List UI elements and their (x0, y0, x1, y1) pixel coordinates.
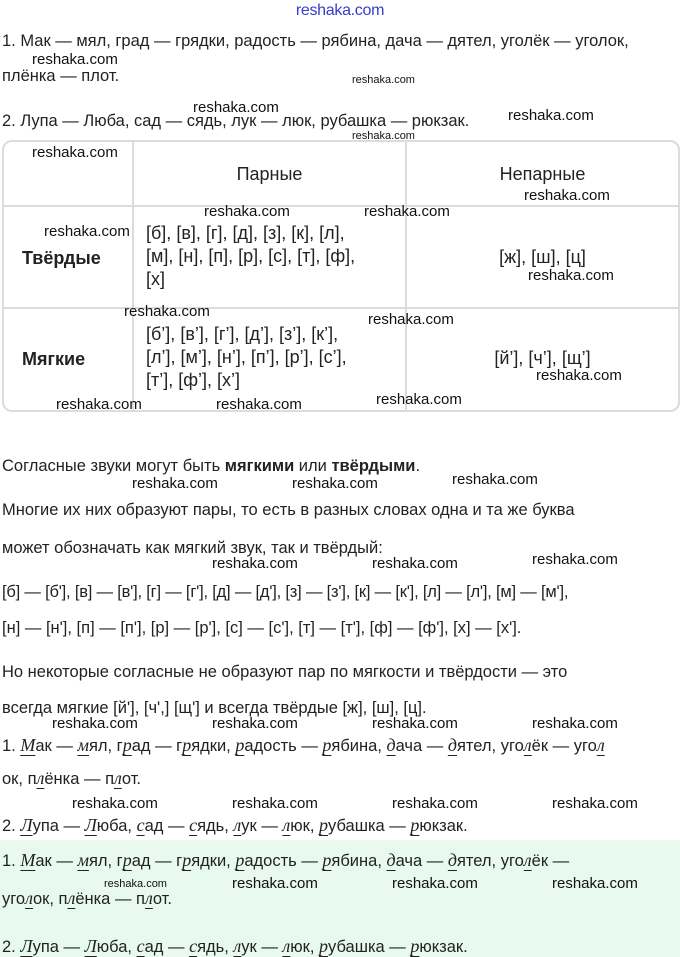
hard-paired-cell (146, 222, 355, 291)
text: ядки, (191, 737, 236, 755)
text: ёк — (531, 852, 570, 870)
header-paired: Парные (236, 164, 303, 184)
text: ядь, (197, 817, 234, 835)
site-link[interactable]: reshaka.com (295, 2, 385, 19)
watermark: reshaka.com (372, 715, 458, 732)
watermark: reshaka.com (124, 303, 210, 320)
text: ябина, (331, 852, 387, 870)
text: от. (121, 770, 142, 788)
marked-letter: д (447, 735, 457, 755)
theory-line: Но некоторые согласные не образуют пар по мягкости и твёрдости — это (2, 663, 568, 681)
watermark: reshaka.com (552, 875, 638, 892)
marked-letter: р (319, 936, 329, 956)
marked-letter: л (523, 735, 532, 755)
row-label-hard: Твёрдые (22, 248, 101, 268)
text: ад — (144, 938, 190, 956)
watermark: reshaka.com (32, 51, 118, 68)
watermark: reshaka.com (132, 475, 218, 492)
text: . (415, 457, 421, 475)
marked-letter: Л (20, 936, 33, 956)
text: уго (2, 890, 26, 908)
watermark: reshaka.com (508, 107, 594, 124)
watermark: reshaka.com (52, 715, 138, 732)
theory-line: [б] — [б'], [в] — [в'], [г] — [г'], [д] — [д'], [з] — [з'], [к] — [к'], [л] — [л'], [м] — [м'], (2, 583, 569, 601)
cell-line: [б], [в], [г], [д], [з], [к], [л], (146, 223, 345, 243)
watermark: reshaka.com (32, 144, 118, 161)
bold-text: твёрдыми (331, 457, 416, 475)
hard-unpaired-cell: [ж], [ш], [ц] (499, 247, 586, 267)
watermark: reshaka.com (536, 367, 622, 384)
marked-letter: р (182, 735, 192, 755)
marked-letter: д (386, 735, 396, 755)
watermark: reshaka.com (364, 203, 450, 220)
marked-letter: р (322, 735, 332, 755)
watermark: reshaka.com (372, 555, 458, 572)
marked-letter: Л (84, 815, 97, 835)
watermark: reshaka.com (72, 795, 158, 812)
marked-letter: л (596, 735, 605, 755)
marked-letter: д (447, 850, 457, 870)
text: ук — (241, 938, 283, 956)
green-line (2, 850, 569, 871)
text: ёнка — п (75, 890, 145, 908)
theory-line: может обозначать как мягкий звук, так и твёрдый: (2, 539, 383, 557)
text: ок, п (2, 770, 37, 788)
marked-letter: с (136, 815, 145, 835)
theory-line (2, 456, 420, 476)
watermark: reshaka.com (352, 74, 415, 86)
marked-letter: р (235, 850, 245, 870)
cell-line: [х] (146, 269, 166, 289)
marked-line (2, 768, 141, 789)
cell-line: [л’], [м’], [н’], [п’], [р’], [с’], (146, 347, 347, 367)
marked-letter: с (136, 936, 145, 956)
watermark: reshaka.com (232, 875, 318, 892)
watermark: reshaka.com (524, 187, 610, 204)
marked-letter: м (77, 850, 89, 870)
watermark: reshaka.com (352, 130, 415, 142)
cell-line: [т’], [ф’], [х’] (146, 370, 241, 390)
watermark: reshaka.com (528, 267, 614, 284)
marked-letter: л (114, 768, 122, 788)
text: ача — (395, 852, 448, 870)
text: ятел, уго (456, 852, 524, 870)
theory-line: [н] — [н'], [п] — [п'], [р] — [р'], [с] — [с'], [т] — [т'], [ф] — [ф'], [х] — [х']. (2, 619, 522, 637)
text: юк, (290, 817, 320, 835)
text: Согласные звуки могут быть (2, 457, 225, 475)
text: ача — (395, 737, 448, 755)
marked-letter: л (233, 815, 242, 835)
text: ак — (35, 737, 78, 755)
watermark: reshaka.com (44, 223, 130, 240)
text: ад — (144, 817, 190, 835)
marked-letter: Л (84, 936, 97, 956)
marked-letter: л (282, 936, 291, 956)
watermark: reshaka.com (104, 878, 167, 890)
marked-letter: р (182, 850, 192, 870)
text: 2. (2, 817, 21, 835)
text: юба, (96, 817, 137, 835)
text: ядки, (191, 852, 236, 870)
marked-letter: с (189, 815, 198, 835)
text: адость — (244, 737, 323, 755)
text: ядь, (197, 938, 234, 956)
marked-letter: с (189, 936, 198, 956)
watermark: reshaka.com (452, 471, 538, 488)
watermark: reshaka.com (212, 715, 298, 732)
marked-letter: р (319, 815, 329, 835)
marked-letter: л (282, 815, 291, 835)
text: ад — г (131, 737, 183, 755)
marked-letter: л (36, 768, 45, 788)
marked-letter: р (235, 735, 245, 755)
text: ял, г (88, 852, 123, 870)
marked-line (2, 815, 468, 836)
watermark: reshaka.com (292, 475, 378, 492)
text: 1. (2, 737, 21, 755)
text: ук — (241, 817, 283, 835)
text: ёк — уго (531, 737, 597, 755)
text: юк, (290, 938, 320, 956)
watermark: reshaka.com (232, 795, 318, 812)
watermark: reshaka.com (532, 551, 618, 568)
text: юкзак. (419, 938, 468, 956)
answer-line: 2. Лупа — Люба, сад — сядь, лук — люк, рубашка — рюкзак. (2, 112, 470, 130)
answer-line: плёнка — плот. (2, 67, 120, 85)
answer-line: 1. Мак — мял, град — грядки, радость — рябина, дача — дятел, уголёк — уголок, (2, 32, 629, 50)
marked-letter: р (410, 815, 420, 835)
marked-letter: Л (20, 815, 33, 835)
text: юба, (96, 938, 137, 956)
watermark: reshaka.com (368, 311, 454, 328)
watermark: reshaka.com (193, 99, 279, 116)
watermark: reshaka.com (376, 391, 462, 408)
theory-line: Многие их них образуют пары, то есть в разных словах одна и та же буква (2, 501, 575, 519)
text: ёнка — п (44, 770, 115, 788)
marked-letter: д (386, 850, 396, 870)
text: ятел, уго (456, 737, 524, 755)
theory-line: всегда мягкие [й'], [ч',] [щ'] и всегда твёрдые [ж], [ш], [ц]. (2, 699, 427, 717)
marked-letter: М (20, 850, 36, 870)
text: убашка — (328, 938, 411, 956)
marked-letter: р (322, 850, 332, 870)
text: ок, п (32, 890, 68, 908)
text: ял, г (88, 737, 123, 755)
soft-paired-cell (146, 323, 347, 392)
watermark: reshaka.com (392, 795, 478, 812)
soft-unpaired-cell: [й’], [ч’], [щ’] (494, 348, 591, 368)
text: 1. (2, 852, 21, 870)
marked-letter: р (122, 850, 132, 870)
watermark: reshaka.com (212, 555, 298, 572)
watermark: reshaka.com (532, 715, 618, 732)
text: адость — (244, 852, 323, 870)
watermark: reshaka.com (204, 203, 290, 220)
marked-letter: л (233, 936, 242, 956)
text: или (294, 457, 332, 475)
watermark: reshaka.com (552, 795, 638, 812)
text: упа — (32, 938, 85, 956)
text: ад — г (131, 852, 183, 870)
text: упа — (32, 817, 85, 835)
marked-line (2, 735, 605, 756)
text: ябина, (331, 737, 387, 755)
green-line (2, 936, 468, 957)
watermark: reshaka.com (56, 396, 142, 413)
watermark: reshaka.com (216, 396, 302, 413)
text: убашка — (328, 817, 411, 835)
watermark: reshaka.com (392, 875, 478, 892)
marked-letter: л (144, 888, 153, 908)
marked-letter: р (122, 735, 132, 755)
cell-line: [м], [н], [п], [р], [с], [т], [ф], (146, 246, 356, 266)
cell-line: [б’], [в’], [г’], [д’], [з’], [к’], (146, 324, 339, 344)
row-label-soft: Мягкие (22, 349, 86, 369)
marked-letter: р (410, 936, 420, 956)
bold-text: мягкими (224, 457, 295, 475)
text: от. (152, 890, 172, 908)
text: юкзак. (419, 817, 468, 835)
header-unpaired: Непарные (499, 164, 586, 184)
marked-letter: л (523, 850, 532, 870)
text: ак — (35, 852, 78, 870)
text: 2. (2, 938, 21, 956)
marked-letter: л (67, 888, 76, 908)
marked-letter: М (20, 735, 36, 755)
marked-letter: л (25, 888, 33, 908)
marked-letter: м (77, 735, 89, 755)
